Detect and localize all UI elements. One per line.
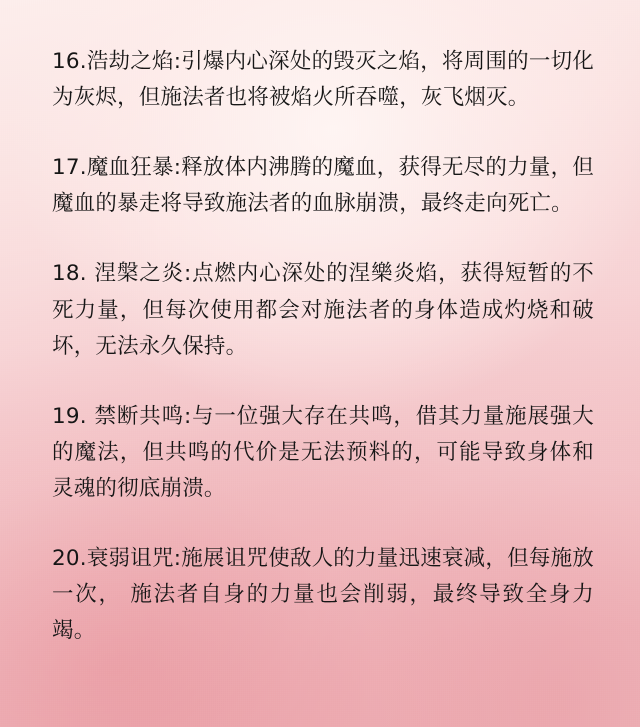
paragraph-item-20: 20.衰弱诅咒:施展诅咒使敌人的力量迅速衰减，但每施放一次， 施法者自身的力量也会削弱，最终导致全身力竭。 xyxy=(52,546,594,644)
paragraph-item-19: 19. 禁断共鸣:与一位强大存在共鸣，借其力量施展强大的魔法，但共鸣的代价是无法预料的，可能导致身体和灵魂的彻底崩溃。 xyxy=(52,403,594,501)
paragraph-item-17: 17.魔血狂暴:释放体内沸腾的魔血，获得无尽的力量，但魔血的暴走将导致施法者的血脉崩溃，最终走向死亡。 xyxy=(52,155,594,217)
paragraph-item-18: 18. 涅槃之炎:点燃内心深处的涅樂炎焰，获得短暂的不死力量，但每次使用都会对施法者的身体造成灼烧和破坏，无法永久保持。 xyxy=(52,261,594,359)
paragraph-item-16: 16.浩劫之焰:引爆内心深处的毁灭之焰，将周围的一切化为灰烬，但施法者也将被焰火所吞噬，灰飞烟灭。 xyxy=(52,49,594,111)
